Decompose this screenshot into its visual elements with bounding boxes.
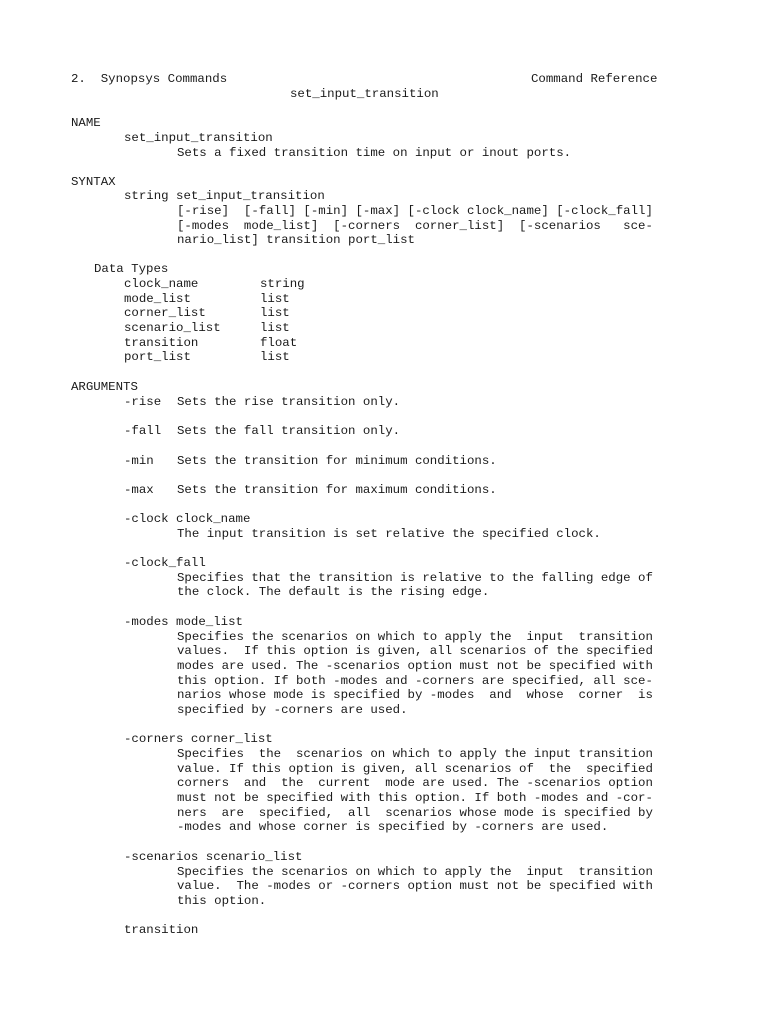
argument-description-line: this option. (177, 894, 267, 908)
argument-description-line: corners and the current mode are used. The -scenarios option (177, 776, 653, 790)
header-section-title: 2. Synopsys Commands (71, 72, 228, 86)
syntax-heading: SYNTAX (71, 175, 116, 189)
argument-description-line: value. The -modes or -corners option must not be specified with (177, 879, 653, 893)
header-command-name: set_input_transition (290, 87, 439, 101)
data-type-name: transition (124, 336, 199, 350)
data-type-type: string (260, 277, 305, 291)
argument-description: Sets the rise transition only. (177, 395, 401, 409)
data-type-name: mode_list (124, 292, 191, 306)
argument-flag: -min (124, 454, 154, 468)
data-type-name: scenario_list (124, 321, 221, 335)
data-type-name: port_list (124, 350, 191, 364)
argument-flag: -scenarios scenario_list (124, 850, 303, 864)
argument-description-line: ners are specified, all scenarios whose mode is specified by (177, 806, 653, 820)
name-heading: NAME (71, 116, 101, 130)
arguments-heading: ARGUMENTS (71, 380, 138, 394)
data-type-name: corner_list (124, 306, 206, 320)
argument-description-line: The input transition is set relative the specified clock. (177, 527, 601, 541)
argument-description-line: values. If this option is given, all scenarios of the specified (177, 644, 653, 658)
data-type-name: clock_name (124, 277, 199, 291)
data-types-heading: Data Types (94, 262, 169, 276)
argument-description: Sets the fall transition only. (177, 424, 401, 438)
syntax-line: nario_list] transition port_list (177, 233, 415, 247)
name-command: set_input_transition (124, 131, 273, 145)
data-type-type: list (260, 292, 290, 306)
argument-flag: -fall (124, 424, 162, 438)
argument-flag: transition (124, 923, 199, 937)
argument-flag: -clock clock_name (124, 512, 251, 526)
header-reference-title: Command Reference (531, 72, 658, 86)
syntax-line: [-modes mode_list] [-corners corner_list] [-scenarios sce- (177, 219, 653, 233)
argument-description: Sets the transition for maximum conditions. (177, 483, 497, 497)
syntax-signature: string set_input_transition (124, 189, 325, 203)
argument-flag: -clock_fall (124, 556, 206, 570)
argument-description-line: Specifies the scenarios on which to apply the input transition (177, 865, 653, 879)
argument-description-line: must not be specified with this option. If both -modes and -cor- (177, 791, 653, 805)
name-description: Sets a fixed transition time on input or inout ports. (177, 146, 572, 160)
argument-description: Sets the transition for minimum conditions. (177, 454, 497, 468)
argument-flag: -corners corner_list (124, 732, 273, 746)
argument-description-line: the clock. The default is the rising edge. (177, 585, 490, 599)
argument-description-line: modes are used. The -scenarios option must not be specified with (177, 659, 653, 673)
syntax-line: [-rise] [-fall] [-min] [-max] [-clock clock_name] [-clock_fall] (177, 204, 653, 218)
argument-description-line: narios whose mode is specified by -modes and whose corner is (177, 688, 653, 702)
data-type-type: list (260, 306, 290, 320)
argument-flag: -modes mode_list (124, 615, 243, 629)
argument-description-line: specified by -corners are used. (177, 703, 408, 717)
argument-description-line: Specifies the scenarios on which to apply the input transition (177, 747, 653, 761)
argument-description-line: -modes and whose corner is specified by -corners are used. (177, 820, 609, 834)
argument-flag: -rise (124, 395, 162, 409)
argument-description-line: Specifies the scenarios on which to apply the input transition (177, 630, 653, 644)
data-type-type: float (260, 336, 298, 350)
data-type-type: list (260, 321, 290, 335)
data-type-type: list (260, 350, 290, 364)
argument-description-line: value. If this option is given, all scenarios of the specified (177, 762, 653, 776)
argument-description-line: this option. If both -modes and -corners are specified, all sce- (177, 674, 653, 688)
argument-flag: -max (124, 483, 154, 497)
argument-description-line: Specifies that the transition is relative to the falling edge of (177, 571, 653, 585)
